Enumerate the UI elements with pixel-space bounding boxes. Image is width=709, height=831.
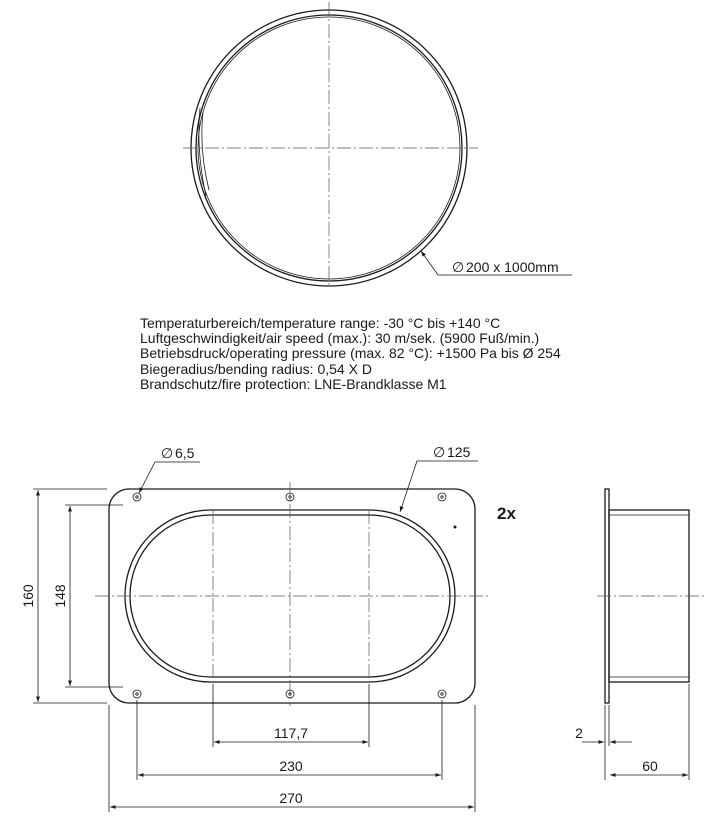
dim-thickness-label: 2 [575, 725, 583, 741]
mounting-holes [133, 493, 446, 698]
hole-diameter-symbol: ∅ [161, 445, 174, 461]
hole-diameter-label: 6,5 [175, 445, 195, 461]
spec-text-block [140, 316, 561, 392]
mounting-hole [438, 493, 446, 501]
spec-temperature: Temperaturbereich/temperature range: -30 °C bis +140 °C [140, 315, 501, 331]
dim-height-inner-label: 148 [52, 584, 68, 608]
spec-fire-protection: Brandschutz/fire protection: LNE-Brandklasse M1 [140, 375, 447, 392]
flange-side-view [575, 489, 706, 780]
dim-width-inner-label: 230 [279, 758, 303, 774]
spec-operating-pressure: Betriebsdruck/operating pressure (max. 82 °C): +1500 Pa bis Ø 254 [140, 345, 561, 362]
oval-leader-line [400, 461, 478, 512]
quantity-label: 2x [497, 504, 516, 523]
spec-bending-radius: Biegeradius/bending radius: 0,54 X D [140, 360, 372, 377]
pipe-end-view [183, 2, 572, 288]
dim-depth-label: 60 [642, 758, 658, 774]
flange-front-view [20, 444, 516, 812]
oval-diameter-label: 125 [447, 444, 471, 460]
dim-width-outer-label: 270 [279, 790, 303, 806]
surface-marker-dot [454, 526, 457, 529]
dim-height-outer-label: 160 [20, 584, 36, 608]
dim-straight-label: 117,7 [274, 725, 308, 741]
oval-diameter-symbol: ∅ [433, 444, 446, 460]
mounting-hole [133, 690, 141, 698]
mounting-hole [438, 690, 446, 698]
mounting-hole [133, 493, 141, 501]
pipe-diameter-symbol: ∅ [452, 259, 465, 275]
spec-air-speed: Luftgeschwindigkeit/air speed (max.): 30 m/sek. (5900 Fuß/min.) [140, 330, 540, 347]
pipe-size-label: 200 x 1000mm [466, 259, 559, 275]
